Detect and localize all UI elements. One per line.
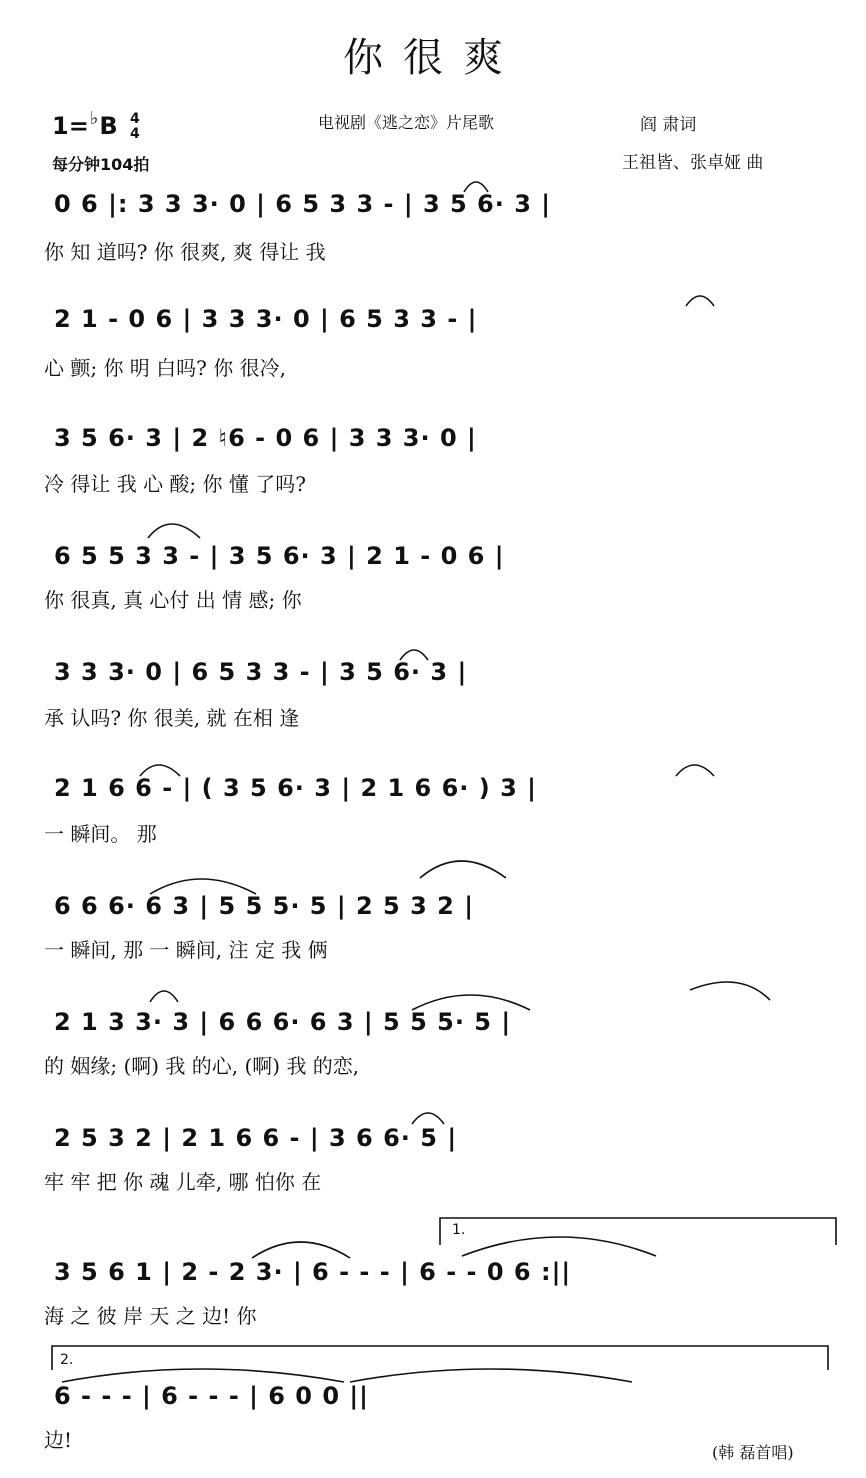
- song-title: 你很爽: [343, 35, 523, 81]
- notation-line-5: 3 3 3· 0 | 6 5 3 3 - | 3 5 6· 3 |: [54, 658, 468, 686]
- lyric-line-6: 一 瞬间。 那: [44, 822, 157, 846]
- slur: [462, 1237, 656, 1256]
- notation-line-8: 2 1 3 3· 3 | 6 6 6· 6 3 | 5 5 5· 5 |: [54, 1008, 512, 1036]
- lyric-line-1: 你 知 道吗? 你 很爽, 爽 得让 我: [44, 240, 326, 264]
- composer-credit: 王祖皆、张卓娅 曲: [622, 153, 764, 173]
- lyricist-credit: 阎 肃词: [640, 115, 697, 135]
- notation-line-10: 3 5 6 1 | 2 - 2 3· | 6 - - - | 6 - - 0 6 :||: [54, 1258, 572, 1286]
- flat-sign: ♭: [89, 108, 99, 129]
- song-source: 电视剧《逃之恋》片尾歌: [318, 113, 495, 132]
- volta-2-label: 2.: [60, 1352, 74, 1368]
- lyric-line-10: 海 之 彼 岸 天 之 边! 你: [44, 1304, 257, 1328]
- key-note: B: [99, 112, 118, 140]
- notation-line-3: 3 5 6· 3 | 2 ♮6 - 0 6 | 3 3 3· 0 |: [54, 424, 477, 452]
- slur: [686, 296, 714, 306]
- slur: [252, 1242, 350, 1258]
- lyric-line-2: 心 颤; 你 明 白吗? 你 很冷,: [44, 356, 286, 380]
- notation-line-2: 2 1 - 0 6 | 3 3 3· 0 | 6 5 3 3 - |: [54, 305, 478, 333]
- slur: [400, 650, 428, 660]
- slur: [150, 879, 256, 894]
- notation-line-1: 0 6 |: 3 3 3· 0 | 6 5 3 3 - | 3 5 6· 3 |: [54, 190, 552, 218]
- notation-line-11: 6 - - - | 6 - - - | 6 0 0 ||: [54, 1382, 369, 1410]
- lyric-line-3: 冷 得让 我 心 酸; 你 懂 了吗?: [44, 472, 306, 496]
- slur: [62, 1369, 344, 1382]
- slur: [412, 1113, 444, 1124]
- slur: [690, 982, 770, 1000]
- lyric-line-4: 你 很真, 真 心付 出 情 感; 你: [44, 588, 302, 612]
- notation-line-6: 2 1 6 6 - | ( 3 5 6· 3 | 2 1 6 6· ) 3 |: [54, 774, 537, 802]
- volta-2-bracket: [52, 1346, 828, 1370]
- slur: [350, 1369, 632, 1382]
- slur: [676, 765, 714, 776]
- tempo-marking: 每分钟104拍: [52, 155, 150, 174]
- slur: [148, 524, 200, 538]
- slur: [140, 765, 180, 776]
- notation-line-7: 6 6 6· 6 3 | 5 5 5· 5 | 2 5 3 2 |: [54, 892, 474, 920]
- time-bottom: 4: [129, 126, 140, 142]
- notation-line-9: 2 5 3 2 | 2 1 6 6 - | 3 6 6· 5 |: [54, 1124, 458, 1152]
- lyric-line-7: 一 瞬间, 那 一 瞬间, 注 定 我 俩: [44, 938, 328, 962]
- slur: [150, 991, 178, 1002]
- slur: [420, 861, 506, 878]
- volta-1-bracket: [440, 1218, 836, 1245]
- lyric-line-9: 牢 牢 把 你 魂 儿牵, 哪 怕你 在: [44, 1170, 322, 1194]
- notation-line-4: 6 5 5 3 3 - | 3 5 6· 3 | 2 1 - 0 6 |: [54, 542, 505, 570]
- slur: [412, 995, 530, 1010]
- performer-credit: (韩 磊首唱): [712, 1443, 794, 1462]
- volta-1-label: 1.: [452, 1222, 466, 1238]
- slur: [464, 182, 488, 192]
- lyric-line-8: 的 姻缘; (啊) 我 的心, (啊) 我 的恋,: [44, 1054, 360, 1078]
- lyric-line-5: 承 认吗? 你 很美, 就 在相 逢: [44, 706, 300, 730]
- time-top: 4: [129, 111, 140, 127]
- lyric-line-11: 边!: [44, 1428, 73, 1452]
- key-prefix: 1=: [52, 112, 89, 140]
